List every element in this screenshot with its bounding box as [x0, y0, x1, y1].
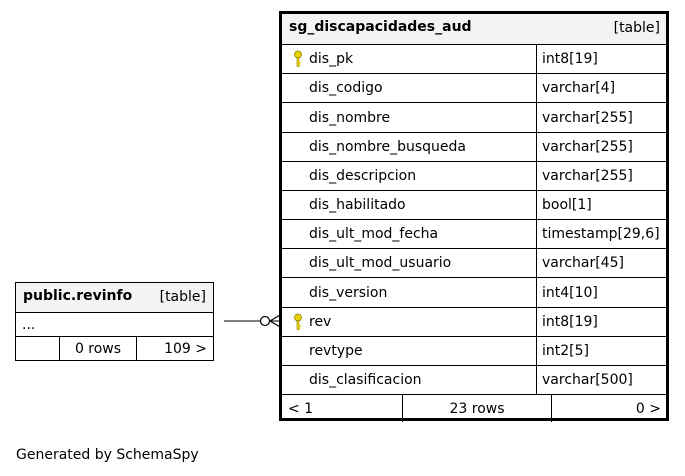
key-icon [290, 45, 306, 74]
column-name: dis_ult_mod_usuario [309, 255, 452, 272]
key-icon [290, 308, 306, 337]
column-type: varchar[45] [536, 249, 666, 278]
column-type: varchar[500] [536, 366, 666, 395]
column-type: int4[10] [536, 278, 666, 307]
column-name: dis_nombre [309, 109, 391, 126]
column-name: dis_clasificacion [309, 372, 422, 389]
column-type: varchar[255] [536, 103, 666, 132]
column-name: dis_version [309, 284, 388, 301]
column-type: timestamp[29,6] [536, 220, 666, 249]
table-kind: [table] [613, 20, 660, 36]
column-name: revtype [309, 342, 363, 359]
table-header [282, 14, 666, 44]
columns-ellipsis: ... [22, 316, 36, 333]
column-row[interactable] [282, 336, 666, 366]
column-row[interactable] [282, 190, 666, 220]
optional-marker [261, 317, 270, 326]
table-header [16, 283, 213, 312]
footer-next[interactable]: 109 > [164, 340, 207, 357]
column-type: int8[19] [536, 308, 666, 337]
column-type: bool[1] [536, 191, 666, 220]
generated-by-text: Generated by SchemaSpy [16, 447, 199, 463]
column-type: varchar[4] [536, 74, 666, 103]
column-row[interactable] [282, 161, 666, 191]
column-row[interactable] [282, 277, 666, 307]
column-name: dis_nombre_busqueda [309, 138, 466, 155]
column-row[interactable] [282, 44, 666, 74]
table-name[interactable]: public.revinfo [23, 288, 133, 304]
column-type: int2[5] [536, 337, 666, 366]
table-footer [16, 336, 213, 360]
column-row[interactable] [282, 102, 666, 132]
footer-row-count: 23 rows [402, 395, 552, 422]
column-type: int8[19] [536, 45, 666, 74]
column-row[interactable] [282, 307, 666, 337]
column-type: varchar[255] [536, 162, 666, 191]
column-name: dis_pk [309, 51, 354, 68]
column-row[interactable] [282, 219, 666, 249]
column-name: dis_descripcion [309, 167, 417, 184]
footer-row-count: 0 rows [59, 337, 137, 360]
footer-prev [16, 337, 59, 360]
table-footer [282, 394, 666, 422]
column-name: dis_ult_mod_fecha [309, 226, 439, 243]
table-kind: [table] [159, 289, 206, 305]
column-type: varchar[255] [536, 133, 666, 162]
footer-prev[interactable]: < 1 [288, 400, 314, 417]
column-name: dis_codigo [309, 80, 383, 97]
table-name[interactable]: sg_discapacidades_aud [289, 19, 472, 35]
footer-next[interactable]: 0 > [635, 400, 661, 417]
column-row[interactable] [282, 248, 666, 278]
column-name: rev [309, 313, 332, 330]
table-sg-discapacidades-aud[interactable] [279, 11, 669, 421]
column-list [16, 312, 213, 336]
column-row[interactable] [282, 132, 666, 162]
column-row[interactable] [282, 365, 666, 395]
table-public-revinfo[interactable] [15, 282, 214, 361]
column-row[interactable] [282, 73, 666, 103]
column-name: dis_habilitado [309, 197, 406, 214]
